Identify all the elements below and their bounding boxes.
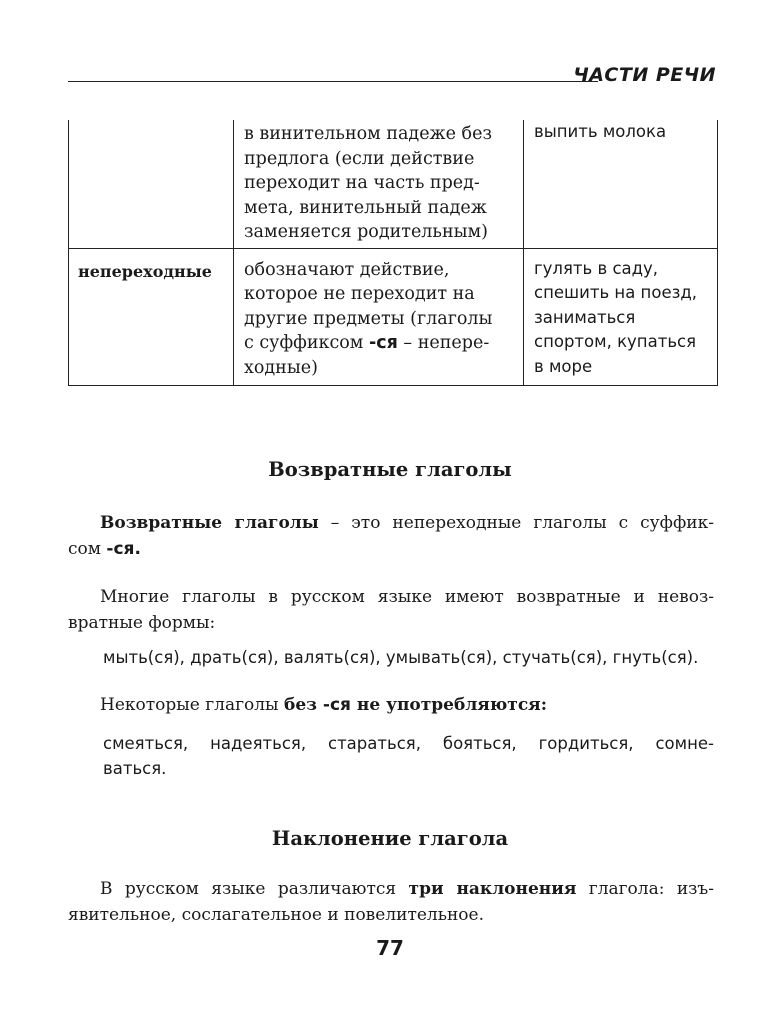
header-rule (68, 81, 598, 82)
forms-intro: Многие глаголы в русском языке имеют возвратные и невоз- вратные формы: (68, 587, 714, 633)
section-heading-mood: Наклонение глагола (271, 827, 509, 850)
definition-term: Возвратные глаголы (100, 513, 319, 533)
forms-examples: мыть(ся), драть(ся), валять(ся), умывать(ся), стучать(ся), гнуть(ся). (103, 648, 699, 667)
table-cell-description (234, 248, 524, 385)
row2-description: обозначают действие, которое не переходит на другие предметы (глаголы с суффиксом -ся – непере- ходные) (244, 259, 493, 378)
page-number: 77 (376, 936, 404, 960)
table-cell-label (69, 120, 234, 248)
row1-description: в винительном падеже без предлога (если действие переходит на часть пред- мета, винительный падеж заменяется родительным) (244, 124, 492, 242)
only-reflexive-intro: Некоторые глаголы без -ся не употребляются: (100, 695, 548, 715)
table-cell-description (234, 120, 524, 248)
running-header-title: ЧАСТИ РЕЧИ (573, 64, 716, 86)
section-heading-reflexive: Возвратные глаголы (268, 458, 512, 481)
reflexive-definition: Возвратные глаголы – это непереходные глаголы с суффик- сом -ся. (68, 513, 714, 559)
table-cell-example (524, 248, 718, 385)
three-moods-term: три наклонения (408, 879, 577, 899)
mood-paragraph: В русском языке различаются три наклонения глагола: изъ- явительное, сослагательное и повелительное. (68, 879, 714, 925)
suffix-sya: -ся. (106, 539, 141, 559)
only-reflexive-examples-cont: ваться. (103, 759, 167, 778)
table-row (69, 120, 718, 248)
suffix-sya: -ся (322, 695, 351, 715)
only-reflexive-examples: смеяться, надеяться, стараться, бояться, гордиться, сомне- (103, 734, 714, 753)
table-row (69, 248, 718, 385)
table-cell-label (69, 248, 234, 385)
suffix-sya: -ся (368, 333, 398, 353)
row1-example: выпить молока (534, 122, 667, 141)
table-cell-example (524, 120, 718, 248)
row2-label: непереходные (78, 261, 212, 281)
row2-example: гулять в саду, спешить на поезд, заниматься спортом, купаться в море (534, 258, 698, 376)
verb-transitivity-table (68, 120, 718, 386)
